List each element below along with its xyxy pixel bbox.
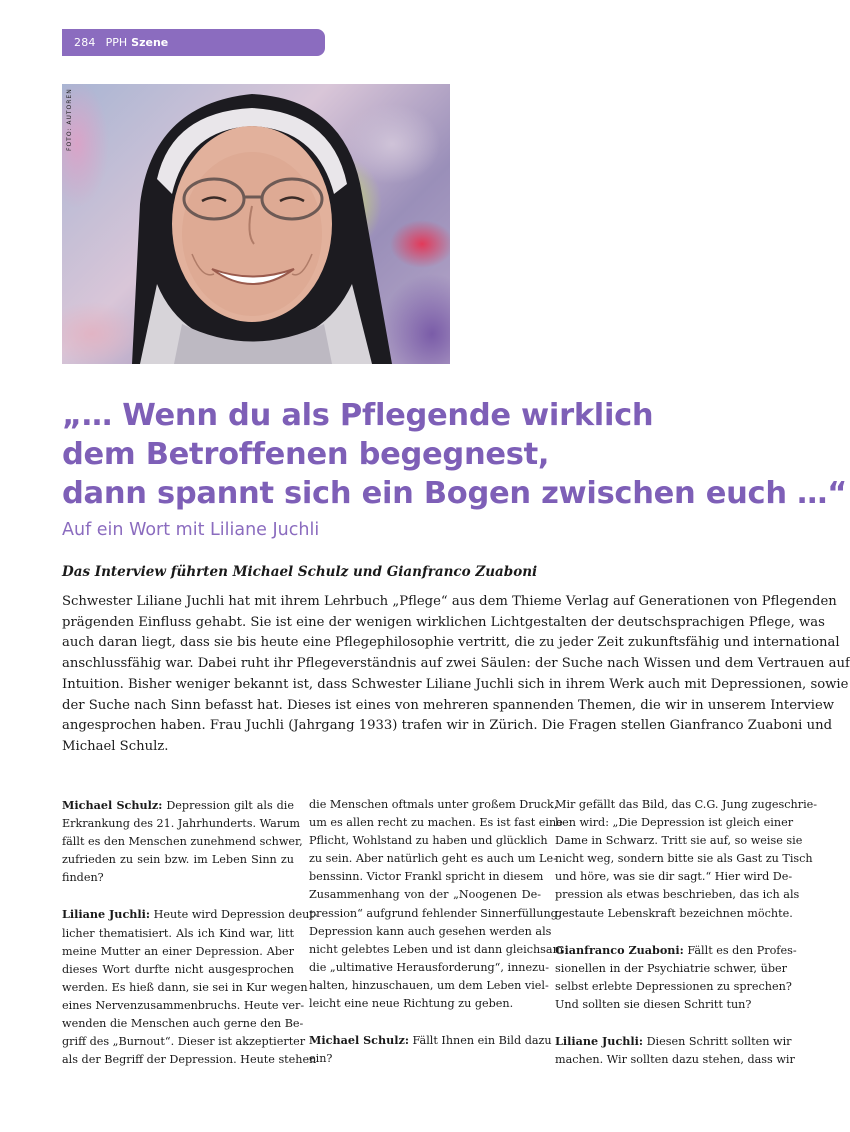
interview-paragraph <box>62 796 303 887</box>
title-line: dem Betroffenen begegnest, <box>62 437 550 472</box>
paragraph-line <box>309 850 557 868</box>
article-byline: Das Interview führten Michael Schulz und Gianfranco Zuaboni <box>62 564 538 580</box>
speaker-name: Liliane Juchli: <box>555 1034 644 1049</box>
line-text: Depression kann auch gesehen werden als <box>309 924 552 938</box>
paragraph-line <box>555 1032 792 1051</box>
line-text: meine Mutter an einer Depression. Aber <box>62 944 294 958</box>
paragraph-line <box>555 868 793 886</box>
paragraph-line <box>555 796 818 814</box>
line-text: machen. Wir sollten dazu stehen, dass wir <box>555 1053 795 1067</box>
line-text: werden. Es hieß dann, sie sei in Kur wegen <box>62 980 308 994</box>
text-column-2 <box>309 796 564 1086</box>
paragraph-line <box>309 941 564 959</box>
paragraph-line <box>62 961 294 979</box>
paragraph-line <box>309 1031 552 1050</box>
interview-paragraph <box>555 941 797 1014</box>
line-text: Und sollten sie diesen Schritt tun? <box>555 997 752 1011</box>
paragraph-line <box>62 1015 304 1033</box>
speaker-name: Liliane Juchli: <box>62 907 151 922</box>
intro-line: Schwester Liliane Juchli hat mit ihrem Lehrbuch „Pflege“ aus dem Thieme Verlag auf Generationen von Pflegenden <box>62 594 837 609</box>
paragraph-line <box>62 1033 306 1051</box>
line-text: dieses Wort durfte nicht ausgesprochen <box>62 962 294 976</box>
photo-credit: FOTO: AUTOREN <box>66 88 73 151</box>
paragraph-line <box>555 905 793 923</box>
portrait-illustration <box>62 84 450 364</box>
intro-line: angesprochen haben. Frau Juchli (Jahrgang 1933) trafen wir in Zürich. Die Fragen stellen Gianfranco Zuaboni und <box>62 718 833 734</box>
speaker-name: Michael Schulz: <box>62 798 163 812</box>
line-text: pression als etwas beschrieben, das ich als <box>555 888 800 902</box>
line-text: leicht eine neue Richtung zu geben. <box>309 997 514 1011</box>
line-text: pression“ aufgrund fehlender Sinnerfüllung. <box>309 906 562 920</box>
interview-paragraph <box>555 796 818 923</box>
line-text: Diesen Schritt sollten wir <box>646 1035 792 1049</box>
line-text: finden? <box>62 871 104 885</box>
paragraph-line <box>62 815 301 833</box>
paragraph-line <box>62 925 294 943</box>
speaker-name: Gianfranco Zuaboni: <box>555 942 684 957</box>
line-text: griff des „Burnout“. Dieser ist akzeptierter <box>62 1035 306 1049</box>
line-text: und höre, was sie dir sagt.“ Hier wird De- <box>555 870 793 884</box>
paragraph-line <box>555 941 797 960</box>
paragraph-line <box>555 832 803 850</box>
line-text: als der Begriff der Depression. Heute stehen <box>62 1053 317 1067</box>
line-text: licher thematisiert. Als ich Kind war, litt <box>62 926 294 940</box>
line-text: benssinn. Victor Frankl spricht in diesem <box>309 870 544 884</box>
intro-line: anschlussfähig war. Dabei ruht ihr Pflegeverständnis auf zwei Säulen: der Suche nach Wissen und dem Vertrauen auf <box>62 656 850 672</box>
paragraph-line <box>555 814 794 832</box>
line-text: Dame in Schwarz. Tritt sie auf, so weise sie <box>555 834 803 848</box>
line-text: nicht weg, sondern bitte sie als Gast zu Tisch <box>555 852 813 866</box>
interview-paragraph <box>62 905 318 1069</box>
paragraph-line <box>62 833 303 851</box>
line-text: die „ultimative Herausforderung“, innezu- <box>309 960 550 974</box>
line-text: Fällt es den Profes- <box>687 943 797 957</box>
page-header-bar <box>62 29 325 56</box>
intro-line: der Suche nach Sinn befasst hat. Dieses ist eines von mehreren spannenden Themen, die wir in unserem Interview <box>62 697 835 713</box>
interview-paragraph <box>555 1032 795 1069</box>
title-line: dann spannt sich ein Bogen zwischen euch …“ <box>62 476 848 511</box>
paragraph-line <box>62 997 305 1015</box>
line-text: gestaute Lebenskraft bezeichnen möchte. <box>555 906 793 920</box>
paragraph-line <box>555 850 813 868</box>
line-text: zufrieden zu sein bzw. im Leben Sinn zu <box>62 853 294 867</box>
paragraph-line <box>555 996 787 1014</box>
line-text: um es allen recht zu machen. Es ist fast eine <box>309 816 563 830</box>
paragraph-line <box>555 960 787 978</box>
paragraph-line <box>555 978 792 996</box>
paragraph-line <box>62 979 308 997</box>
line-text: nicht gelebtes Leben und ist dann gleichsam <box>309 942 564 956</box>
paragraph-line <box>309 995 541 1013</box>
paragraph-line <box>309 923 552 941</box>
paragraph-line <box>309 977 549 995</box>
section-label-prefix: PPH <box>105 36 128 49</box>
text-column-1 <box>62 796 318 1087</box>
line-text: Depression gilt als die <box>166 799 295 812</box>
line-text: Zusammenhang von der „Noogenen De- <box>309 888 541 902</box>
paragraph-line <box>555 886 800 904</box>
intro-line: Intuition. Bisher weniger bekannt ist, dass Schwester Liliane Juchli sich in ihrem Werk auch mit Depressionen, sowie <box>62 676 849 692</box>
line-text: Fällt Ihnen ein Bild dazu <box>412 1034 552 1048</box>
article-intro <box>62 592 850 758</box>
line-text: Heute wird Depression deut- <box>153 908 318 922</box>
text-column-3 <box>555 796 818 1087</box>
interview-paragraph <box>309 1031 552 1068</box>
section-label: Szene <box>131 36 169 49</box>
paragraph-line <box>309 905 562 923</box>
paragraph-line <box>62 905 318 924</box>
line-text: Erkrankung des 21. Jahrhunderts. Warum <box>62 817 301 831</box>
portrait-photo <box>62 84 450 364</box>
line-text: ben wird: „Die Depression ist gleich einer <box>555 816 794 830</box>
article-title <box>62 396 848 513</box>
article-subtitle: Auf ein Wort mit Liliane Juchli <box>62 520 320 540</box>
line-text: selbst erlebte Depressionen zu sprechen? <box>555 979 792 993</box>
paragraph-line <box>309 886 541 904</box>
speaker-name: Michael Schulz: <box>309 1033 409 1048</box>
paragraph-line <box>309 1050 541 1068</box>
line-text: halten, hinzuschauen, um dem Leben viel- <box>309 978 549 992</box>
line-text: sionellen in der Psychiatrie schwer, über <box>555 961 787 975</box>
title-line: „… Wenn du als Pflegende wirklich <box>62 398 654 433</box>
line-text: die Menschen oftmals unter großem Druck, <box>309 798 558 811</box>
page-number: 284 <box>74 36 96 49</box>
intro-line: prägenden Einfluss gehabt. Sie ist eine der wenigen wirklichen Lichtgestalten der deutschsprachigen Pflege, was <box>62 614 825 630</box>
line-text: ein? <box>309 1052 333 1066</box>
paragraph-line <box>309 796 558 814</box>
paragraph-line <box>309 814 563 832</box>
line-text: wenden die Menschen auch gerne den Be- <box>62 1017 304 1031</box>
paragraph-line <box>62 851 294 869</box>
paragraph-line <box>62 869 294 887</box>
intro-line: auch daran liegt, dass sie bis heute eine Pflegephilosophie vertritt, die zu jeder Zeit zukunftsfähig und international <box>62 635 840 651</box>
paragraph-line <box>309 868 544 886</box>
paragraph-line <box>62 943 294 961</box>
line-text: fällt es den Menschen zunehmend schwer, <box>62 835 303 849</box>
paragraph-line <box>309 832 548 850</box>
line-text: eines Nervenzusammenbruchs. Heute ver- <box>62 998 305 1012</box>
paragraph-line <box>555 1051 795 1069</box>
intro-line: Michael Schulz. <box>62 738 169 754</box>
interview-paragraph <box>309 796 564 1013</box>
paragraph-line <box>62 1051 317 1069</box>
line-text: zu sein. Aber natürlich geht es auch um Le- <box>309 852 557 866</box>
paragraph-line <box>309 959 550 977</box>
paragraph-line <box>62 796 294 815</box>
line-text: Mir gefällt das Bild, das C.G. Jung zugeschrie- <box>555 798 818 811</box>
line-text: Pflicht, Wohlstand zu haben und glücklich <box>309 834 548 848</box>
